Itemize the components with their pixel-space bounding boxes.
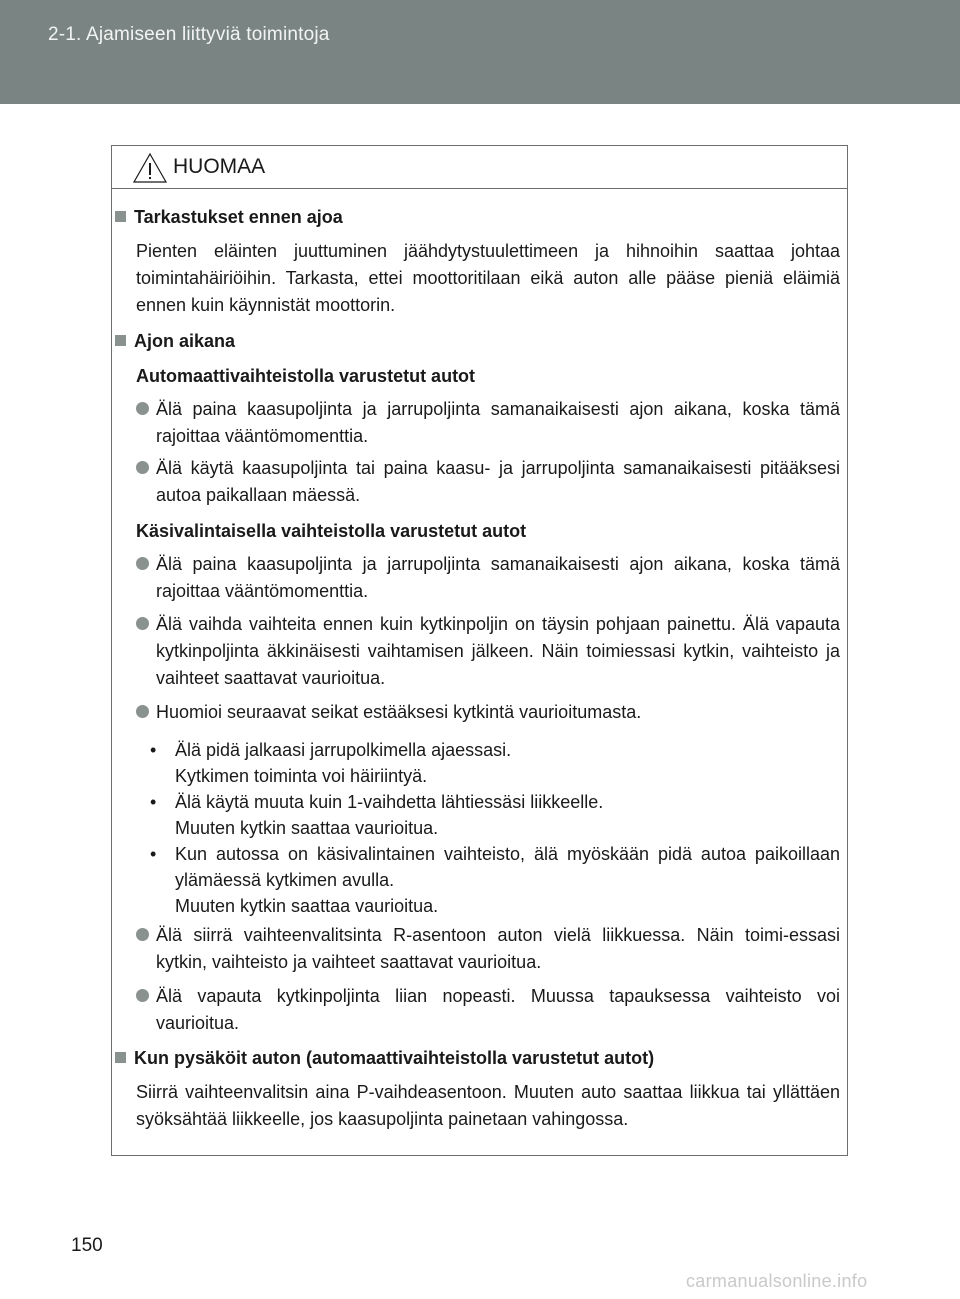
subsection-heading: Automaattivaihteistolla varustetut autot [136,366,476,386]
list-item: Älä siirrä vaihteenvalitsinta R-asentoon auton vielä liikkuessa. Näin toimi-essasi kytkin, vaihteisto ja vaihteet saattavat vaurioitua. [136,922,840,976]
sub-list-item: • Älä käytä muuta kuin 1-vaihdetta lähtiessäsi liikkeelle. Muuten kytkin saattaa vaurioitua. [150,789,840,841]
sub-bullet: • [150,740,157,760]
list-item: Älä vapauta kytkinpoljinta liian nopeasti. Muussa tapauksessa vaihteisto voi vaurioitua. [136,983,840,1037]
sub-list-item: • Älä pidä jalkaasi jarrupolkimella ajaessasi. Kytkimen toiminta voi häiriintyä. [150,737,840,789]
square-bullet-icon [115,211,126,222]
list-item: Älä paina kaasupoljinta ja jarrupoljinta samanaikaisesti ajon aikana, koska tämä rajoittaa vääntömomenttia. [136,396,840,450]
section-text: Siirrä vaihteenvalitsin aina P-vaihdeasentoon. Muuten auto saattaa liikkua tai yllättäen syöksähtää liikkeelle, jos kaasupoljinta painetaan vahingossa. [136,1082,840,1129]
notice-box [111,145,848,1156]
sub-bullet: • [150,792,157,812]
round-bullet-icon [136,928,149,941]
round-bullet-icon [136,402,149,415]
sub-bullet: • [150,844,157,864]
square-bullet-icon [115,1052,126,1063]
round-bullet-icon [136,617,149,630]
section-text: Pienten eläinten juuttuminen jäähdytystuulettimeen ja hihnoihin saattaa johtaa toimintahäiriöihin. Tarkasta, ettei moottoritilaan eikä auton alle pääse pieniä eläimiä ennen kuin käynnistät moottorin. [136,241,840,315]
list-item: Älä käytä kaasupoljinta tai paina kaasu- ja jarrupoljinta samanaikaisesti pitääksesi autoa paikallaan mäessä. [136,455,840,509]
section-heading: Kun pysäköit auton (automaattivaihteistolla varustetut autot) [115,1046,654,1070]
notice-header [112,146,847,189]
section-heading: Ajon aikana [115,329,235,353]
subsection-heading: Käsivalintaisella vaihteistolla varustetut autot [136,521,527,541]
list-item: Huomioi seuraavat seikat estääksesi kytkintä vaurioitumasta. [136,699,840,726]
round-bullet-icon [136,705,149,718]
sub-list-item: • Kun autossa on käsivalintainen vaihteisto, älä myöskään pidä autoa paikoillaan ylämäessä kytkimen avulla. Muuten kytkin saattaa vaurioitua. [150,841,840,919]
notice-title: HUOMAA [173,155,266,178]
list-item: Älä paina kaasupoljinta ja jarrupoljinta samanaikaisesti ajon aikana, koska tämä rajoittaa vääntömomenttia. [136,551,840,605]
header-bar [0,0,960,104]
round-bullet-icon [136,557,149,570]
square-bullet-icon [115,335,126,346]
list-item: Älä vaihda vaihteita ennen kuin kytkinpoljin on täysin pohjaan painettu. Älä vapauta kytkinpoljinta äkkinäisesti vaihtamisen jälkeen. Näin toimiessasi kytkin, vaihteisto ja vaihteet saattavat vaurioitua. [136,611,840,692]
page-number: 150 [71,1235,103,1256]
section-heading: Tarkastukset ennen ajoa [115,205,343,229]
round-bullet-icon [136,461,149,474]
watermark: carmanualsonline.info [686,1271,868,1291]
section-title: 2-1. Ajamiseen liittyviä toimintoja [48,24,330,45]
round-bullet-icon [136,989,149,1002]
warning-triangle-icon [132,152,168,184]
